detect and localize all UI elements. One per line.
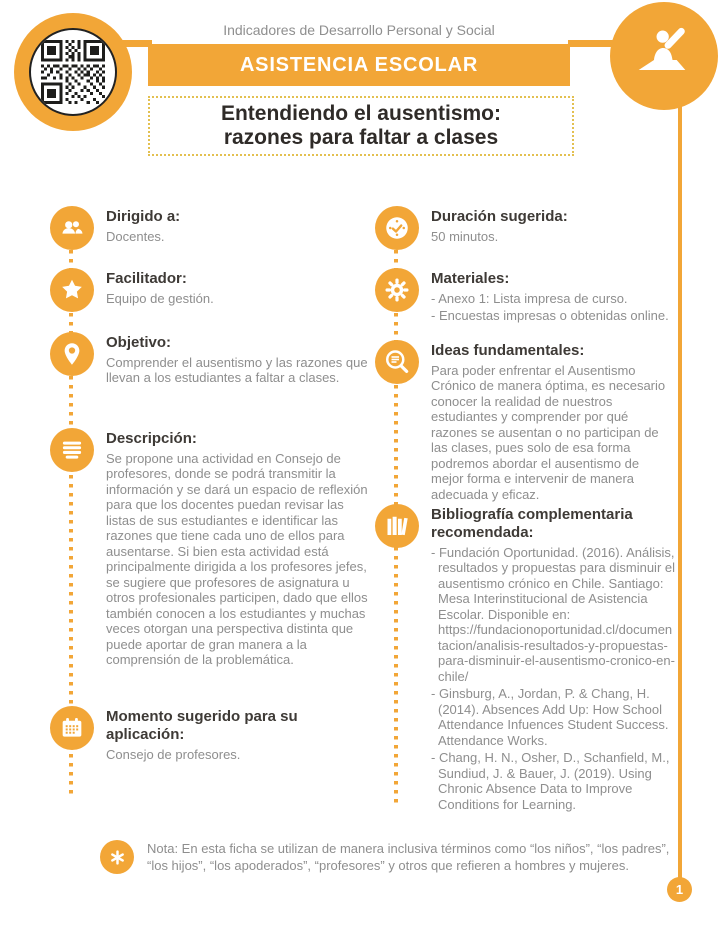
books-icon [375, 504, 419, 548]
section-facilitador [50, 268, 368, 312]
people-icon [50, 206, 94, 250]
section-dirigido-a [50, 206, 368, 250]
qr-code [29, 28, 117, 116]
location-pin-icon [50, 332, 94, 376]
qr-code-badge [14, 13, 132, 131]
section-body: Se propone una actividad en Consejo de profesores, donde se podrá transmitir la información y se dará un espacio de reflexión para que los docentes puedan revisar las listas de sus estudiantes e identificar las razones que tiene cada uno de ellos para ausentarse. Si bien esta actividad está principalmente dirigida a los profesores jefes, se sugiere que profesores de asignatura u otros profesionales participen, dado que ellos también conocen a los estudiantes y muchas veces otorgan una perspectiva distinta que puede aportar de gran manera a la comprensión de la problemática. [106, 451, 368, 668]
gear-glyph [382, 275, 412, 305]
star-icon [50, 268, 94, 312]
qr-code-pattern [41, 40, 105, 104]
section-heading: Ideas fundamentales: [431, 342, 585, 359]
bibliography-item: - Ginsburg, A., Jordan, P. & Chang, H. (2014). Absences Add Up: How School Attendance Infuences Student Success. Attendance Works. [431, 686, 669, 748]
section-heading: Materiales: [431, 270, 510, 287]
material-item: - Encuestas impresas o obtenidas online. [431, 308, 669, 324]
section-body: Para poder enfrentar el Ausentismo Crónico de manera óptima, es necesario conocer la realidad de nuestros estudiantes y comprender por qué razones se ausentan o no participan de las clases, pues solo de esa forma podremos abordar el ausentismo de mejor forma e intervenir de manera adecuada y eficaz. [431, 363, 666, 502]
section-heading: Dirigido a: [106, 208, 181, 225]
series-kicker: Indicadores de Desarrollo Personal y Social [223, 22, 495, 38]
section-body: Consejo de profesores. [106, 747, 241, 762]
gear-icon [375, 268, 419, 312]
right-vertical-line [678, 106, 682, 880]
asterisk-glyph [108, 848, 127, 867]
section-heading: Momento sugerido para su aplicación: [106, 708, 298, 743]
text-lines-glyph [58, 436, 86, 464]
bibliography-item: - Chang, H. N., Osher, D., Schanfield, M., Sundiud, J. & Bauer, J. (2019). Using Chronic Absence Data to Improve Conditions for Learning. [431, 750, 670, 812]
people-glyph [58, 214, 86, 242]
magnifier-notes-icon [375, 340, 419, 384]
section-ideas-fundamentales [375, 340, 675, 502]
section-heading: Duración sugerida: [431, 208, 568, 225]
raised-hand-student-glyph [632, 24, 696, 88]
section-heading: Descripción: [106, 430, 197, 447]
star-glyph [58, 276, 86, 304]
magnifier-notes-glyph [382, 347, 412, 377]
section-heading: Bibliografía complementaria recomendada: [431, 506, 633, 541]
section-body: Comprender el ausentismo y las razones que llevan a los estudiantes a faltar a clases. [106, 355, 368, 386]
section-bibliografia [375, 504, 675, 812]
section-body: Docentes. [106, 229, 165, 244]
books-glyph [382, 511, 412, 541]
bibliography-item: - Fundación Oportunidad. (2016). Análisis, resultados y propuestas para disminuir el ausentismo crónico en Chile. Santiago: Mesa Interinstitucional de Asistencia Escolar. Disponible en: https://fundacionoportunidad.cl/documentacion/analisis-resultados-y-propuestas-para-disminuir-el-ausentismo-cronico-en-chile/ [431, 545, 676, 684]
section-descripcion [50, 428, 368, 668]
material-item: - Anexo 1: Lista impresa de curso. [431, 291, 628, 306]
clock-glyph [382, 213, 412, 243]
inclusive-language-note [100, 840, 675, 875]
page-title-line2: razones para faltar a clases [223, 126, 499, 149]
page-title [148, 96, 574, 156]
section-objetivo [50, 332, 368, 386]
section-body: 50 minutos. [431, 229, 499, 244]
section-duracion [375, 206, 675, 250]
asterisk-icon [100, 840, 134, 874]
section-momento-sugerido [50, 706, 368, 762]
section-body: Equipo de gestión. [106, 291, 214, 306]
section-heading: Facilitador: [106, 270, 187, 287]
clock-icon [375, 206, 419, 250]
section-heading: Objetivo: [106, 334, 172, 351]
page-title-line1: Entendiendo el ausentismo: [220, 101, 502, 125]
text-lines-icon [50, 428, 94, 472]
location-pin-glyph [58, 340, 86, 368]
page-number-badge: 1 [667, 877, 692, 902]
calendar-glyph [58, 714, 86, 742]
raised-hand-student-icon [610, 2, 718, 110]
note-text: Nota: En esta ficha se utilizan de manera inclusiva términos como “los niños”, “los padres”, “los hijos”, “los apoderados”, “profesores” y otros que refieren a hombres y mujeres. [147, 841, 670, 873]
banner-title: ASISTENCIA ESCOLAR [148, 44, 570, 86]
calendar-icon [50, 706, 94, 750]
section-materiales [375, 268, 675, 324]
